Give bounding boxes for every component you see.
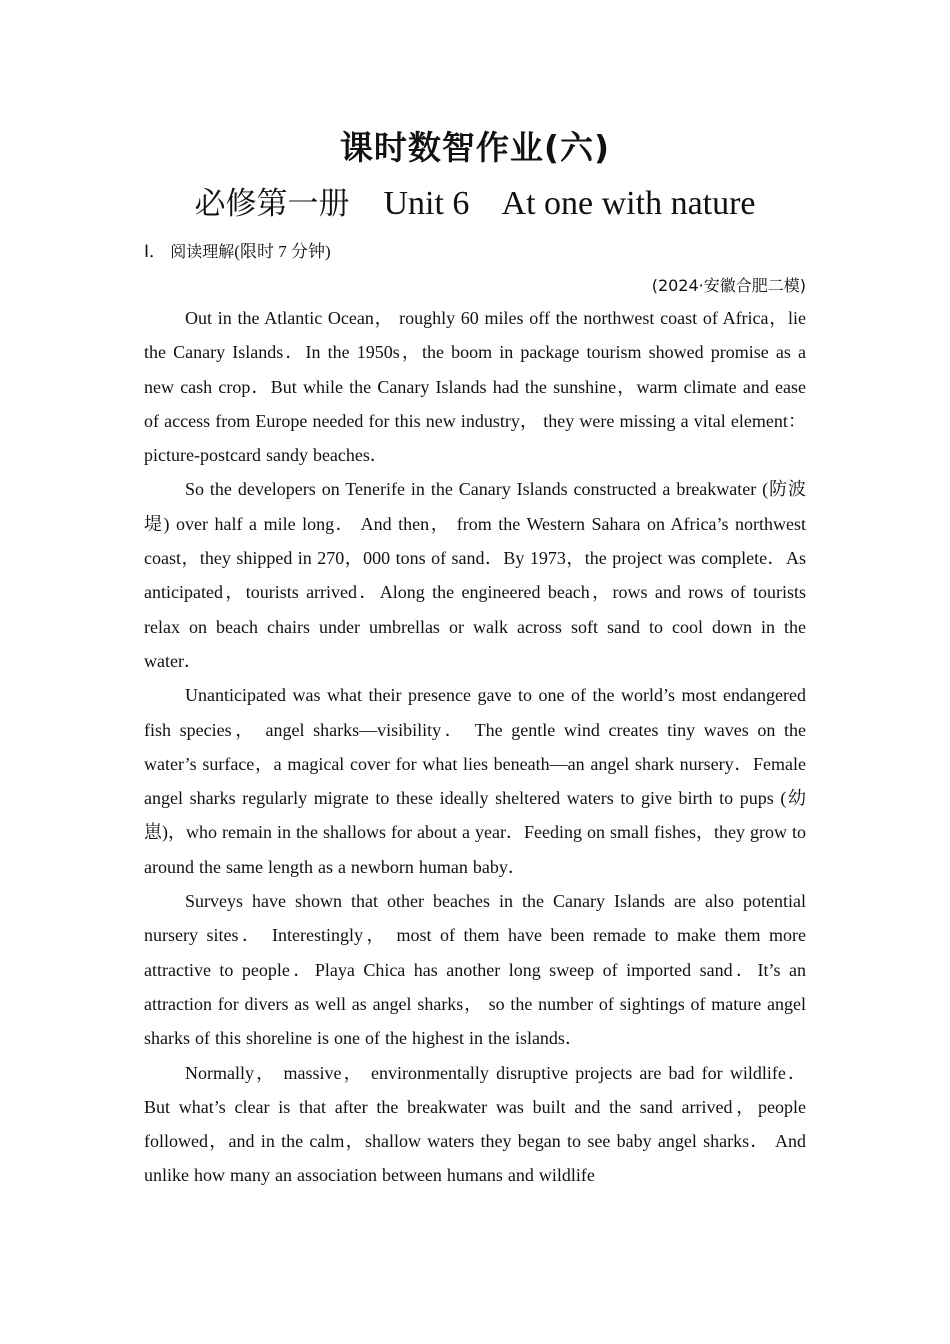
passage-paragraph: So the developers on Tenerife in the Canary Islands constructed a breakwater (防波堤) over half a mile long． And then， from the Western Sahara on Africa’s northwest coast，they shipped in 270，000 tons of sand．By 1973，the project was complete．As anticipated，tourists arrived．Along the engineered beach，rows and rows of tourists relax on beach chairs under umbrellas or walk across soft sand to cool down in the water．	[144, 479, 806, 671]
reading-passage	[144, 301, 806, 1193]
subtitle-unit: Unit 6	[383, 185, 470, 222]
section-heading	[144, 240, 806, 264]
source-citation: (2024·安徽合肥二模)	[651, 276, 806, 295]
page-title: 课时数智作业(六)	[339, 128, 611, 167]
passage-paragraph: Normally， massive， environmentally disruptive projects are bad for wildlife． But what’s clear is that after the breakwater was built and the sand arrived，people followed，and in the calm，shallow waters they began to see baby angel sharks． And unlike how many an association between humans and wildlife	[144, 1062, 806, 1186]
passage-paragraph: Unanticipated was what their presence gave to one of the world’s most endangered fish species， angel sharks—visibility． The gentle wind creates tiny waves on the water’s surface，a magical cover for what lies beneath—an angel shark nursery．Female angel sharks regularly migrate to these ideally sheltered waters to give birth to pups (幼崽)，who remain in the shallows for about a year．Feeding on small fishes，they grow to around the same length as a newborn human baby．	[144, 685, 806, 877]
document-page	[144, 120, 806, 1193]
section-limit: (限时 7 分钟)	[234, 242, 331, 261]
passage-paragraph: Out in the Atlantic Ocean， roughly 60 miles off the northwest coast of Africa，lie the Canary Islands．In the 1950s，the boom in package tourism showed promise as a new cash crop．But while the Canary Islands had the sunshine，warm climate and ease of access from Europe needed for this new industry， they were missing a vital element：picture-postcard sandy beaches．	[144, 308, 806, 466]
section-label: 阅读理解	[170, 242, 235, 261]
subtitle-topic: At one with nature	[501, 185, 756, 222]
subtitle-book: 必修第一册	[194, 186, 350, 222]
passage-paragraph: Surveys have shown that other beaches in the Canary Islands are also potential nursery sites． Interestingly， most of them have been remade to make them more attractive to people．Playa Chica has another long sweep of imported sand．It’s an attraction for divers as well as angel sharks， so the number of sightings of mature angel sharks of this shoreline is one of the highest in the islands．	[144, 891, 806, 1049]
page-subtitle	[144, 182, 806, 226]
section-numeral: Ⅰ．	[144, 242, 167, 261]
